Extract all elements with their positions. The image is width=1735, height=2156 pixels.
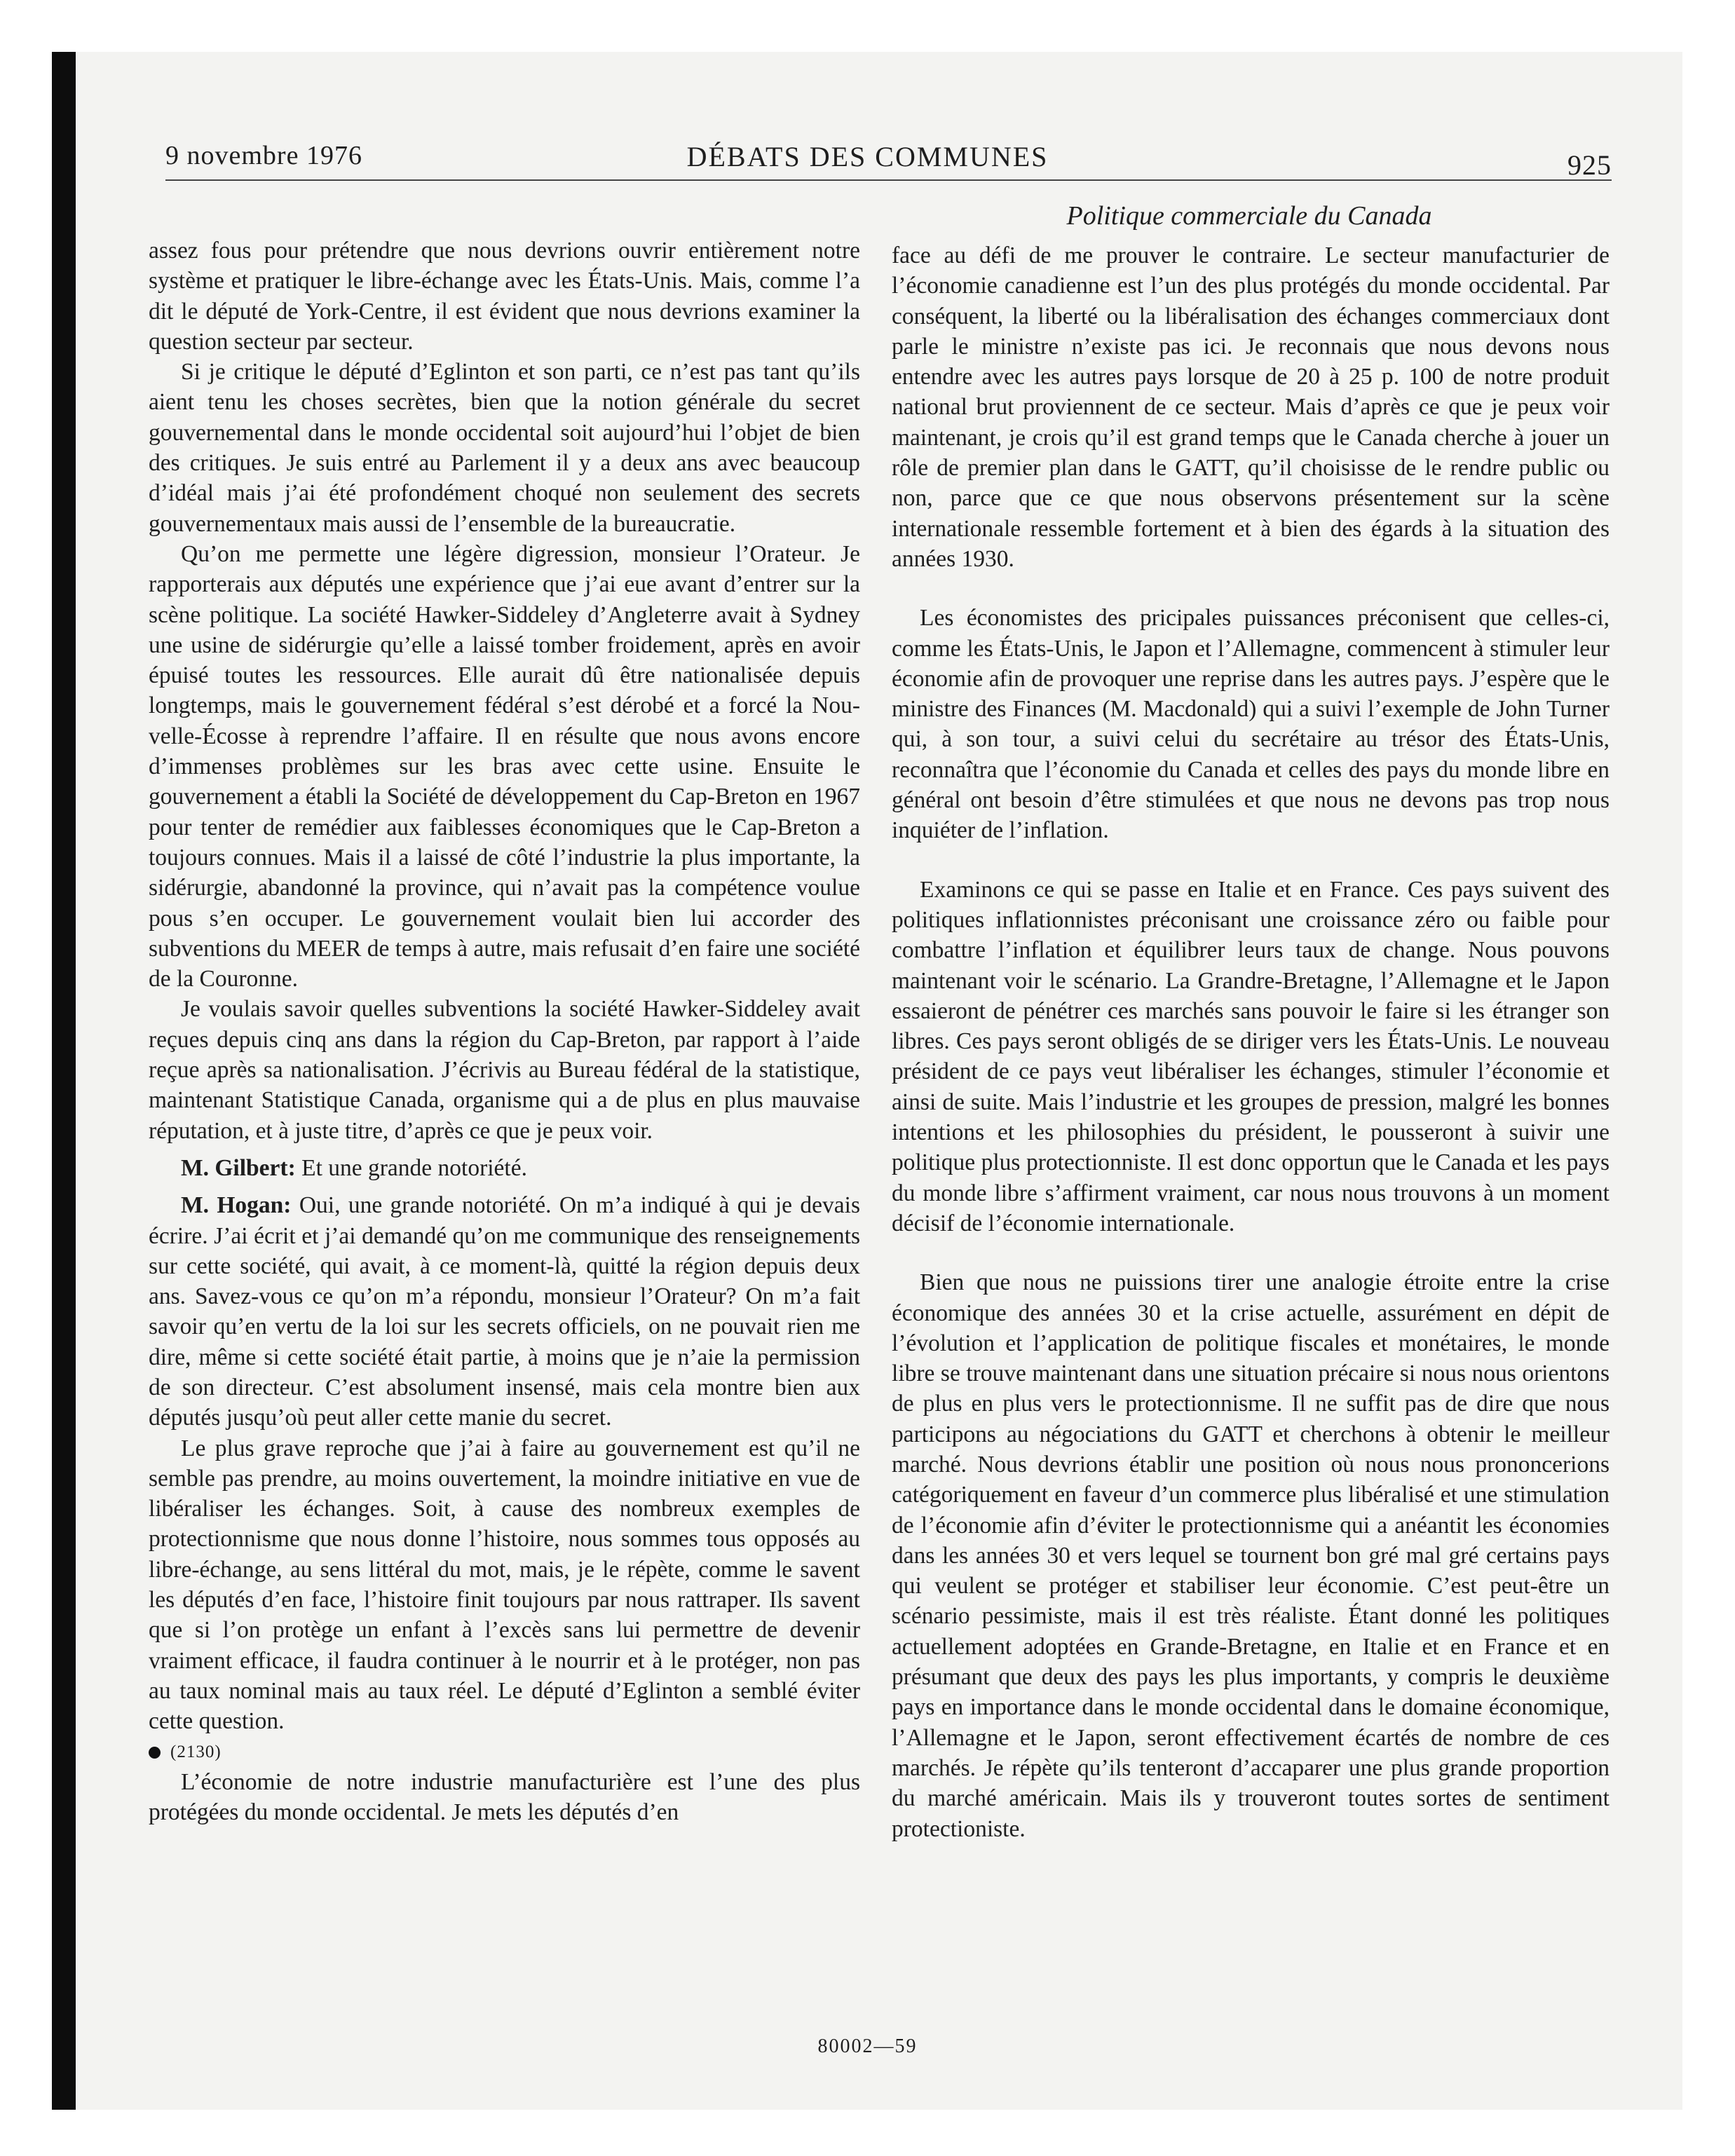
paragraph: Le plus grave reproche que j’ai à faire au gouvernement est qu’il ne semble pas prendre, au moins ouvertement, la moindre initiative en vue de libéraliser les échanges. Soit, à cause des nombreux exemples de protectionnisme que nous donne l’histoire, nous sommes tous opposés au libre-échange, au sens littéral du mot, mais, je le répète, comme le savent les députés d’en face, l’histoire finit toujours par nous rattraper. Ils savent que si l’on protège un enfant à l’excès sans lui permettre de devenir vraiment efficace, il faudra continuer à le nourrir et à le protéger, non pas au taux nominal mais au taux réel. Le député d’Eglinton a semblé éviter cette question. [149, 1435, 860, 1735]
paragraph: Les économistes des pricipales puissances préconisent que celles-ci, comme les États-Unis, le Japon et l’Allemagne, commencent à stimuler leur économie afin de provoquer une reprise dans les autres pays. J’espère que le ministre des Finances (M. Macdonald) qui a suivi l’exemple de John Turner qui, à son tour, a suivi celui du secrétaire au trésor des États-Unis, reconnaîtra que l’économie du Canada et celles des pays du monde libre en général ont besoin d’être stimulées et que nous ne devons pas trop nous inquiéter de l’inflation. [892, 605, 1610, 844]
paragraph: Bien que nous ne puissions tirer une analogie étroite entre la crise économique des années 30 et la crise actuelle, assurément en dépit de l’évolution et l’application de politique fiscales et monétaires, le monde libre se trouve maintenant dans une situation précaire si nous nous orientons de plus en plus vers le protectionnisme. Il ne suffit pas de dire que nous participons au négociations du GATT et cherchons à obtenir le meilleur marché. Nous devrions établir une position où nous nous prononcerions catégoriquement en faveur d’un commerce plus libéralisé et une stimulation de l’économie afin d’éviter le protectionnisme qui a anéantit les économies dans les années 30 et vers lequel se tournent bon gré mal gré certains pays qui veulent se protéger et stabiliser leur économie. C’est peut-être un scénario pessimiste, mais il est très réaliste. Étant donné les politiques actuellement adoptées en Grande-Bretagne, en Italie et en France et en présumant que deux des pays les plus importants, y compris le deuxième pays en importance dans le monde occidental dans le domaine économique, l’Allemagne et le Japon, seront effectivement écartés de nombre de ces marchés. Je répète qu’ils tenteront d’accaparer une plus grande proportion du marché américain. Mais ils y trouveront toutes sortes de sentiment protectioniste. [892, 1269, 1610, 1842]
speech-text: Et une grande notoriété. [301, 1154, 527, 1181]
page-date: 9 novembre 1976 [165, 141, 362, 170]
time-marker [149, 1737, 860, 1767]
journal-title: DÉBATS DES COMMUNES [686, 141, 1049, 172]
paragraph: L’économie de notre industrie manufacturière est l’une des plus protégées du monde occidental. Je mets les députés d’en [149, 1768, 860, 1826]
footer-code: 80002—59 [817, 2035, 918, 2057]
speaker-name: M. Hogan: [181, 1192, 292, 1219]
speech-text: Oui, une grande notoriété. On m’a indiqué à qui je devais écrire. J’ai écrit et j’ai demandé qu’on me communique des renseignements sur cette société, qui avait, à ce moment-là, quitté la région depuis deux ans. Savez-vous ce qu’on m’a répondu, monsieur l’Orateur? On m’a fait savoir qu’en vertu de la loi sur les secrets officiels, on ne pouvait rien me dire, même si cette société était partie, à moins que je n’aie la permission de son directeur. C’est absolument insensé, mais cela montre bien aux députés jusqu’où peut aller cette manie du secret. [149, 1192, 860, 1431]
paragraph: face au défi de me prouver le contraire. Le secteur manufacturier de l’économie canadienne est l’un des plus protégés du monde occidental. Par conséquent, la liberté ou la libéralisation des échanges commerciaux dont parle le ministre n’existe pas ici. Je reconnais que nous devons nous entendre avec les autres pays lorsque de 20 à 25 p. 100 de notre produit national brut proviennent de ce secteur. Mais d’après ce que je peux voir maintenant, je crois qu’il est grand temps que le Canada cherche à jouer un rôle de premier plan dans le GATT, qu’il choisisse de le rendre public ou non, parce que ce que nous observons présentement sur la scène internationale ressemble fortement et à bien des égards à la situation des années 1930. [892, 243, 1610, 572]
paragraph: Examinons ce qui se passe en Italie et en France. Ces pays suivent des politiques inflationnistes préconisant une croissance zéro ou faible pour combattre l’inflation et équilibrer leurs taux de change. Nous pouvons maintenant voir le scénario. La Grandre-Bretagne, l’Allemagne et le Japon essaieront de pénétrer ces marchés sans pouvoir le faire si les étranger son libres. Ces pays seront obligés de se diriger vers les États-Unis. Le nouveau président de ce pays veut libéraliser les échanges, stimuler l’économie et ainsi de suite. Mais l’industrie et les groupes de pression, malgré les bonnes intentions et les philosophies du président, le pousseront à suivir une politique plus protectionniste. Il est donc opportun que le Canada et les pays du monde libre s’affirment vraiment, car nous nous trouvons à un moment décisif de l’économie internationale. [892, 876, 1610, 1236]
bullet-icon [149, 1747, 161, 1759]
time-marker-text: (2130) [170, 1742, 222, 1761]
paragraph: assez fous pour prétendre que nous devrions ouvrir entièrement notre système et pratiquer le libre-échange avec les États-Unis. Mais, comme l’a dit le député de York-Centre, il est évident que nous devrions examiner la question secteur par secteur. [149, 238, 860, 355]
scan-edge [52, 52, 76, 2110]
speech-gilbert [149, 1153, 860, 1183]
paragraph: Qu’on me permette une légère digression, monsieur l’Orateur. Je rapporterais aux députés une expérience que j’ai eue avant d’entrer sur la scène politique. La société Hawker-Siddeley d’Angleterre avait à Sydney une usine de sidérurgie qu’elle a laissé tomber froidement, après en avoir épuisé toutes les ressources. Elle aurait dû être nationalisée depuis longtemps, mais le gouvernement fédéral s’est dérobé et a forcé la Nouvelle-Écosse à reprendre l’affaire. Il en résulte que nous avons encore d’immenses problèmes sur les bras avec cette usine. Ensuite le gouvernement a établi la Société de développement du Cap-Breton en 1967 pour tenter de remédier aux faiblesses économiques que le Cap-Breton a toujours connues. Mais il a laissé de côté l’industrie la plus importante, la sidérurgie, abandonné la province, qui n’avait pas la compétence voulue pous s’en occuper. Le gouvernement voulait bien lui accorder des subventions du MEER de temps à autre, mais refusait d’en faire une société de la Couronne. [149, 540, 860, 992]
speaker-name: M. Gilbert: [181, 1154, 296, 1181]
paragraph: Si je critique le député d’Eglinton et son parti, ce n’est pas tant qu’ils aient tenu les choses secrètes, bien que la notion générale du secret gouvernemental dans le monde occidental soit aujourd’hui l’objet de bien des critiques. Je suis entré au Parlement il y a deux ans avec beaucoup d’idéal mais j’ai été profondément choqué non seulement des secrets gouvernementaux mais aussi de l’ensemble de la bureaucratie. [149, 359, 860, 537]
left-column [149, 236, 860, 1827]
header-rule [165, 179, 1612, 181]
right-column [892, 240, 1610, 1844]
page-number: 925 [1567, 149, 1612, 181]
speech-hogan [149, 1190, 860, 1433]
section-title: Politique commerciale du Canada [1066, 201, 1432, 231]
paragraph: Je voulais savoir quelles subventions la société Hawker-Siddeley avait reçues depuis cinq ans dans la région du Cap-Breton, par rapport à l’aide reçue après sa nationalisation. J’écrivis au Bureau fédéral de la statistique, maintenant Statistique Canada, organisme qui a de plus en plus mauvaise réputation, et à juste titre, d’après ce que je peux voir. [149, 996, 860, 1144]
